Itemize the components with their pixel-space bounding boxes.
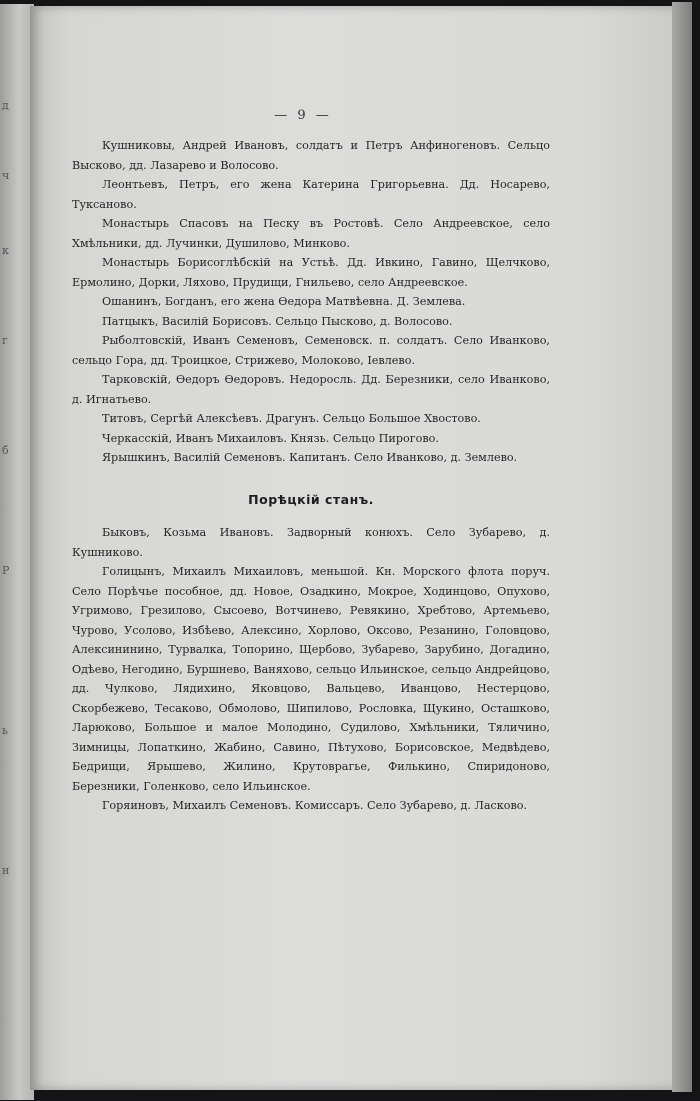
- section-heading: Порѣцкій станъ.: [248, 491, 374, 507]
- page-stack-edge: [672, 2, 692, 1092]
- entry-paragraph: Ярышкинъ, Василій Семеновъ. Капитанъ. Село Иванково, д. Землево.: [102, 451, 518, 464]
- entry-paragraph: Черкасскій, Иванъ Михаиловъ. Князь. Сельцо Пирогово.: [102, 431, 439, 445]
- entry-paragraph: Голицынъ, Михаилъ Михаиловъ, меньшой. Кн. Морского флота поруч. Село Порѣчье пособное, дд. Новое, Озадкино, Мокрое, Ходинцово, Опухово, Угримово, Грезилово, Сысоево, Вотчинево, Ревякино, Хребтово, Артемьево, Чурово, Усолово, Избѣево, Алексино, Хорлово, Оксово, Резанино, Головцово, Алексининино, Турвалка, Топорино, Щербово, Зубарево, Зарубино, Догадино, Одѣево, Негодино, Буршнево, Ваняхово, сельцо Ильинское, сельцо Андрейцово, дд. Чулково, Лядихино, Яковцово, Вальцево, Иванцово, Нестерцово, Скорбежево, Тесаково, Обмолово, Шипилово, Рословка, Щукино, Осташково, Ларюково, Большое и малое Молодино, Судилово, Хмѣльники, Тяличино, Зимницы, Лопаткино, Жабино, Савино, Пѣтухово, Борисовское, Медвѣдево, Бедрищи, Ярышево, Жилино, Крутоврагье, Филькино, Спиридоново, Березники, Голенково, село Ильинское.: [72, 565, 550, 793]
- entry-paragraph: Титовъ, Сергѣй Алексѣевъ. Драгунъ. Сельцо Большое Хвостово.: [102, 412, 481, 425]
- entry-paragraph: Быковъ, Козьма Ивановъ. Задворный конюхъ. Село Зубарево, д. Кушниково.: [72, 526, 550, 559]
- adjacent-page-edge: д ч к г б Р ь н: [0, 4, 34, 1100]
- entry-paragraph: Монастырь Борисоглѣбскій на Устьѣ. Дд. Ивкино, Гавино, Щелчково, Ермолино, Дорки, Ляхово, Прудищи, Гнильево, село Андреевское.: [72, 256, 550, 289]
- entry-paragraph: Кушниковы, Андрей Ивановъ, солдатъ и Петръ Анфиногеновъ. Сельцо Высково, дд. Лазарево и Волосово.: [72, 139, 550, 172]
- entry-paragraph: Тарковскій, Өедоръ Өедоровъ. Недоросль. Дд. Березники, село Иванково, д. Игнатьево.: [72, 373, 550, 406]
- entry-paragraph: Ошанинъ, Богданъ, его жена Өедора Матвѣевна. Д. Землева.: [102, 295, 466, 308]
- entry-paragraph: Монастырь Спасовъ на Песку въ Ростовѣ. Село Андреевское, село Хмѣльники, дд. Лучинки, Душилово, Минково.: [72, 217, 550, 250]
- book-page: [30, 6, 680, 1090]
- entry-paragraph: Рыболтовскій, Иванъ Семеновъ, Семеновск. п. солдатъ. Село Иванково, сельцо Гора, дд. Троицкое, Стрижево, Молоково, Іевлево.: [72, 334, 550, 367]
- entry-paragraph: Леонтьевъ, Петръ, его жена Катерина Григорьевна. Дд. Носарево, Туксаново.: [72, 178, 550, 211]
- entry-paragraph: Патцыкъ, Василій Борисовъ. Сельцо Пысково, д. Волосово.: [102, 314, 453, 328]
- page-number: — 9 —: [274, 108, 332, 123]
- entry-paragraph: Горяиновъ, Михаилъ Семеновъ. Комиссаръ. Село Зубарево, д. Ласково.: [102, 799, 528, 812]
- page-content: [72, 136, 550, 816]
